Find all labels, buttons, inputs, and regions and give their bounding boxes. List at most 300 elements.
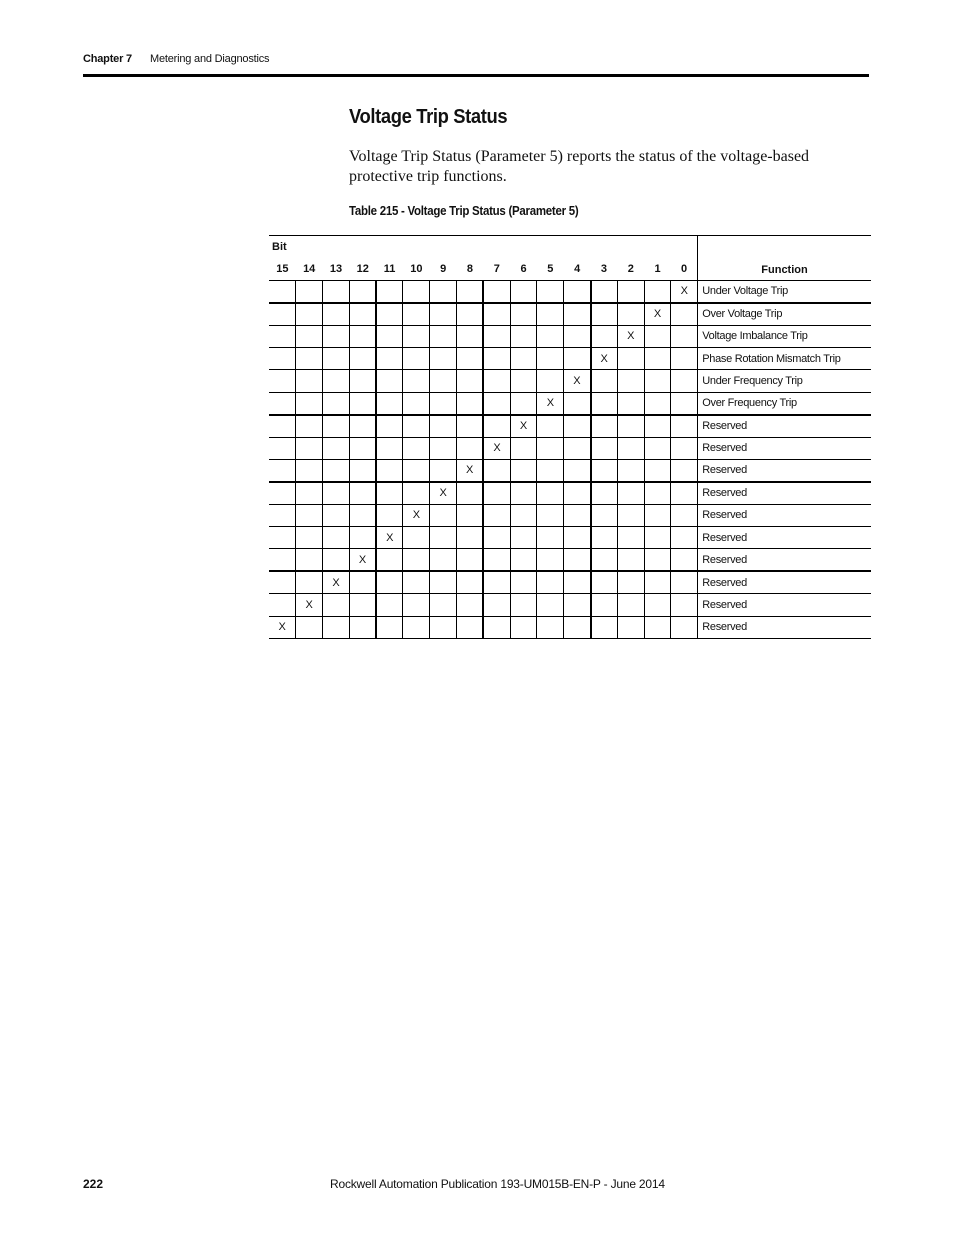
bit-cell [483,527,510,549]
bit-mark: X [483,437,510,459]
bit-cell [644,437,671,459]
page-number: 222 [83,1177,104,1191]
bit-cell [510,459,537,481]
table-row [269,459,871,481]
bit-cell [457,549,484,571]
bit-mark: X [269,616,296,638]
bit-cell [376,325,403,347]
bit-cell [430,527,457,549]
bit-cell [591,392,618,414]
bit-cell [376,280,403,302]
bit-mark: X [510,415,537,437]
bit-cell [510,527,537,549]
function-cell: Under Voltage Trip [698,280,871,302]
bit-cell [430,571,457,593]
bit-cell [457,594,484,616]
bit-cell [403,616,430,638]
bit-cell [510,325,537,347]
bit-cell [617,571,644,593]
bit-mark: X [403,504,430,526]
bit-cell [376,616,403,638]
header-rule [83,74,869,77]
bit-cell [403,303,430,325]
bit-cell [564,415,591,437]
bit-cell [376,347,403,369]
bit-cell [510,504,537,526]
bit-cell [323,504,350,526]
bit-cell [323,594,350,616]
table-row [269,594,871,616]
bit-cell [349,437,376,459]
bit-cell [671,325,698,347]
bit-cell [323,459,350,481]
bit-number-header: 13 [323,258,350,280]
bit-cell [457,616,484,638]
bit-cell [644,280,671,302]
bit-cell [269,280,296,302]
bit-cell [457,370,484,392]
bit-mark: X [296,594,323,616]
bit-cell [269,594,296,616]
bit-cell [323,527,350,549]
bit-cell [457,504,484,526]
bit-number-header: 15 [269,258,296,280]
bit-cell [349,459,376,481]
function-cell: Under Frequency Trip [698,370,871,392]
bit-mark: X [323,571,350,593]
bit-cell [269,549,296,571]
bit-cell [483,616,510,638]
bit-cell [591,325,618,347]
bit-cell [617,437,644,459]
bit-cell [403,527,430,549]
bit-cell [430,280,457,302]
bit-cell [617,527,644,549]
bit-cell [564,347,591,369]
bit-mark: X [671,280,698,302]
function-cell: Reserved [698,415,871,437]
bit-cell [671,616,698,638]
bit-cell [591,303,618,325]
bit-cell [644,594,671,616]
bit-cell [430,392,457,414]
bit-cell [617,504,644,526]
bit-cell [644,392,671,414]
bit-cell [671,437,698,459]
function-cell: Reserved [698,571,871,593]
bit-cell [644,527,671,549]
bit-cell [403,549,430,571]
function-cell: Reserved [698,549,871,571]
bit-cell [403,370,430,392]
bit-cell [269,459,296,481]
bit-cell [671,504,698,526]
bit-cell [483,303,510,325]
bit-cell [483,370,510,392]
bit-cell [349,616,376,638]
bit-cell [296,303,323,325]
bit-cell [591,616,618,638]
bit-cell [564,303,591,325]
bit-cell [457,482,484,504]
bit-number-header: 3 [591,258,618,280]
bit-cell [537,437,564,459]
bit-cell [591,415,618,437]
bit-cell [537,549,564,571]
bit-cell [537,347,564,369]
function-cell: Reserved [698,482,871,504]
publication-footer: Rockwell Automation Publication 193-UM015B-EN-P - June 2014 [330,1177,665,1191]
bit-number-header: 2 [617,258,644,280]
bit-cell [564,549,591,571]
bit-cell [591,527,618,549]
bit-cell [323,616,350,638]
table-caption: Table 215 - Voltage Trip Status (Parameter 5) [349,204,579,218]
table-row [269,549,871,571]
bit-cell [296,459,323,481]
table-row [269,303,871,325]
bit-cell [430,594,457,616]
bit-cell [403,415,430,437]
bit-cell [483,415,510,437]
bit-cell [296,280,323,302]
bit-cell [457,325,484,347]
bit-cell [376,370,403,392]
bit-cell [591,370,618,392]
bit-cell [457,303,484,325]
bit-cell [457,527,484,549]
bit-mark: X [457,459,484,481]
bit-cell [430,504,457,526]
bit-cell [564,571,591,593]
bit-cell [269,437,296,459]
bit-cell [483,504,510,526]
bit-cell [644,325,671,347]
bit-cell [617,370,644,392]
bit-cell [349,482,376,504]
bit-mark: X [564,370,591,392]
function-header: Function [698,236,871,281]
bit-cell [296,504,323,526]
bit-cell [269,370,296,392]
bit-cell [296,482,323,504]
bit-cell [483,280,510,302]
bit-cell [671,594,698,616]
bit-number-header: 14 [296,258,323,280]
bit-cell [644,370,671,392]
bit-cell [537,594,564,616]
bit-mark: X [617,325,644,347]
bit-cell [349,392,376,414]
bit-number-header: 4 [564,258,591,280]
bit-cell [644,415,671,437]
bit-cell [323,415,350,437]
bit-mark: X [376,527,403,549]
bit-cell [671,527,698,549]
function-cell: Reserved [698,504,871,526]
bit-cell [564,594,591,616]
bit-cell [591,504,618,526]
bit-cell [349,280,376,302]
bit-cell [671,303,698,325]
bit-cell [617,594,644,616]
bit-cell [296,549,323,571]
bit-cell [591,594,618,616]
bit-cell [323,280,350,302]
bit-cell [430,303,457,325]
function-cell: Reserved [698,527,871,549]
bit-cell [483,482,510,504]
running-header [83,53,270,65]
table-row [269,571,871,593]
bit-cell [403,594,430,616]
bit-cell [644,571,671,593]
bit-cell [617,303,644,325]
bit-cell [483,392,510,414]
bit-cell [537,459,564,481]
bit-cell [564,459,591,481]
bit-cell [564,482,591,504]
bit-cell [591,482,618,504]
bit-cell [296,415,323,437]
bit-cell [349,370,376,392]
bit-mark: X [537,392,564,414]
bit-cell [349,571,376,593]
bit-cell [403,347,430,369]
bit-cell [296,347,323,369]
bit-cell [671,459,698,481]
bit-mark: X [430,482,457,504]
bit-cell [671,571,698,593]
bit-cell [269,571,296,593]
bit-cell [483,347,510,369]
table-row [269,280,871,302]
bit-cell [537,616,564,638]
bit-cell [564,616,591,638]
bit-number-header: 8 [457,258,484,280]
bit-cell [617,280,644,302]
bit-cell [671,347,698,369]
bit-cell [537,504,564,526]
bit-cell [430,325,457,347]
bit-cell [376,303,403,325]
bit-cell [323,482,350,504]
bit-cell [591,437,618,459]
table-row [269,370,871,392]
bit-cell [564,504,591,526]
bit-cell [349,415,376,437]
bit-cell [617,459,644,481]
bit-cell [403,280,430,302]
bit-cell [376,571,403,593]
bit-cell [617,549,644,571]
table-row [269,347,871,369]
bit-cell [403,325,430,347]
chapter-label: Chapter 7 [83,53,132,65]
bit-cell [457,347,484,369]
bit-cell [323,325,350,347]
bit-cell [403,459,430,481]
bit-cell [269,504,296,526]
bit-cell [671,482,698,504]
bit-cell [376,504,403,526]
table-row [269,415,871,437]
section-label: Metering and Diagnostics [150,53,270,65]
bit-header: Bit [269,236,698,258]
intro-paragraph: Voltage Trip Status (Parameter 5) reports the status of the voltage-based protective trip functions. [349,148,810,185]
bit-cell [323,370,350,392]
bit-cell [537,415,564,437]
bit-cell [376,437,403,459]
function-cell: Over Voltage Trip [698,303,871,325]
table-row [269,482,871,504]
bit-cell [510,437,537,459]
bit-number-header: 0 [671,258,698,280]
function-cell: Reserved [698,594,871,616]
bit-cell [537,325,564,347]
bit-cell [269,415,296,437]
bit-mark: X [591,347,618,369]
bit-cell [430,549,457,571]
bit-cell [269,527,296,549]
bit-cell [457,571,484,593]
bit-cell [430,459,457,481]
bit-mark: X [644,303,671,325]
bit-cell [457,392,484,414]
bit-cell [537,370,564,392]
bit-cell [323,303,350,325]
table-row [269,616,871,638]
bit-cell [564,527,591,549]
bit-cell [510,370,537,392]
bit-cell [376,392,403,414]
bit-cell [644,459,671,481]
function-cell: Reserved [698,437,871,459]
bit-cell [296,370,323,392]
bit-cell [376,549,403,571]
bit-cell [617,482,644,504]
bit-cell [376,415,403,437]
bit-cell [644,347,671,369]
bit-cell [483,325,510,347]
bit-number-header: 10 [403,258,430,280]
bit-cell [269,303,296,325]
bit-cell [296,616,323,638]
bit-cell [591,549,618,571]
bit-cell [510,571,537,593]
bit-cell [510,594,537,616]
function-cell: Reserved [698,616,871,638]
bit-cell [537,571,564,593]
function-cell: Over Frequency Trip [698,392,871,414]
section-title: Voltage Trip Status [349,106,508,128]
bit-cell [537,527,564,549]
bit-cell [349,504,376,526]
bit-cell [564,392,591,414]
bit-cell [269,347,296,369]
bit-cell [349,325,376,347]
bit-cell [671,549,698,571]
bit-cell [644,616,671,638]
bit-cell [349,527,376,549]
bit-cell [430,415,457,437]
bit-number-header: 9 [430,258,457,280]
bit-cell [671,415,698,437]
bit-cell [644,549,671,571]
bit-cell [296,392,323,414]
bit-cell [430,616,457,638]
bit-cell [617,616,644,638]
bit-cell [671,392,698,414]
bit-cell [510,482,537,504]
bit-cell [296,437,323,459]
bit-cell [376,482,403,504]
table-row [269,527,871,549]
table-row [269,325,871,347]
function-cell: Reserved [698,459,871,481]
function-cell: Voltage Imbalance Trip [698,325,871,347]
bit-number-header: 5 [537,258,564,280]
bit-cell [564,325,591,347]
bit-cell [430,370,457,392]
bit-cell [349,303,376,325]
bit-cell [537,303,564,325]
function-cell: Phase Rotation Mismatch Trip [698,347,871,369]
bit-cell [483,549,510,571]
bit-cell [644,482,671,504]
bit-cell [591,459,618,481]
bit-cell [537,482,564,504]
table-row [269,437,871,459]
bit-cell [430,437,457,459]
table-row [269,392,871,414]
bit-cell [403,482,430,504]
bit-cell [510,280,537,302]
bit-cell [323,549,350,571]
bit-number-header: 6 [510,258,537,280]
bit-mark: X [349,549,376,571]
bit-cell [376,459,403,481]
bit-number-header: 12 [349,258,376,280]
bit-cell [510,303,537,325]
bit-cell [483,571,510,593]
bit-cell [510,392,537,414]
bit-cell [403,392,430,414]
bit-cell [457,415,484,437]
bit-cell [510,549,537,571]
bit-cell [349,594,376,616]
bit-cell [376,594,403,616]
bit-cell [403,437,430,459]
bit-cell [591,280,618,302]
bit-number-header: 11 [376,258,403,280]
bit-header-row [269,236,871,258]
bit-cell [537,280,564,302]
bit-cell [349,347,376,369]
bit-cell [323,437,350,459]
bit-cell [564,280,591,302]
bit-cell [323,347,350,369]
bit-cell [430,347,457,369]
bit-cell [483,459,510,481]
bit-cell [564,437,591,459]
bit-cell [671,370,698,392]
bit-cell [403,571,430,593]
bit-cell [269,325,296,347]
bit-cell [269,392,296,414]
voltage-trip-status-table [269,235,871,639]
bit-cell [617,347,644,369]
